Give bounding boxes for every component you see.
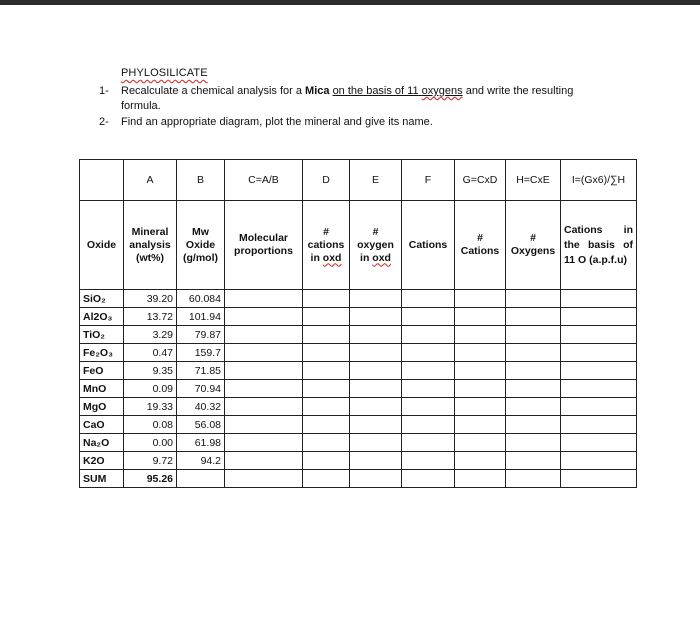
empty-answer-cell[interactable] bbox=[225, 290, 303, 308]
wt-percent-cell: 39.20 bbox=[124, 290, 177, 308]
molar-mass-cell: 94.2 bbox=[177, 452, 225, 470]
header-molecular-proportions: Molecular proportions bbox=[225, 201, 303, 290]
table-row bbox=[80, 380, 637, 398]
table-row bbox=[80, 362, 637, 380]
empty-answer-cell[interactable] bbox=[455, 398, 506, 416]
header-cations-in-oxd-text: # cations in bbox=[307, 225, 345, 264]
empty-answer-cell[interactable] bbox=[350, 326, 402, 344]
empty-answer-cell[interactable] bbox=[455, 416, 506, 434]
table-row bbox=[80, 344, 637, 362]
empty-answer-cell[interactable] bbox=[303, 434, 350, 452]
empty-answer-cell[interactable] bbox=[303, 362, 350, 380]
header-cations-basis: Cations in the basis of 11 O (a.p.f.u) bbox=[561, 201, 637, 290]
oxide-cell: SUM bbox=[80, 470, 124, 488]
empty-answer-cell[interactable] bbox=[225, 470, 303, 488]
empty-answer-cell[interactable] bbox=[350, 434, 402, 452]
empty-answer-cell[interactable] bbox=[402, 452, 455, 470]
question-2-text: Find an appropriate diagram, plot the mineral and give its name. bbox=[121, 116, 433, 128]
column-header-row bbox=[80, 201, 637, 290]
empty-answer-cell[interactable] bbox=[506, 326, 561, 344]
empty-answer-cell[interactable] bbox=[402, 344, 455, 362]
wt-percent-cell: 13.72 bbox=[124, 308, 177, 326]
empty-answer-cell[interactable] bbox=[225, 434, 303, 452]
empty-answer-cell[interactable] bbox=[455, 326, 506, 344]
molar-mass-cell: 60.084 bbox=[177, 290, 225, 308]
empty-answer-cell[interactable] bbox=[561, 326, 637, 344]
empty-answer-cell[interactable] bbox=[350, 308, 402, 326]
table-row bbox=[80, 416, 637, 434]
empty-answer-cell[interactable] bbox=[561, 470, 637, 488]
empty-answer-cell[interactable] bbox=[561, 344, 637, 362]
molar-mass-cell: 71.85 bbox=[177, 362, 225, 380]
empty-answer-cell[interactable] bbox=[506, 398, 561, 416]
table-row bbox=[80, 434, 637, 452]
empty-answer-cell[interactable] bbox=[225, 452, 303, 470]
empty-answer-cell[interactable] bbox=[506, 344, 561, 362]
wt-percent-cell: 19.33 bbox=[124, 398, 177, 416]
molar-mass-cell: 61.98 bbox=[177, 434, 225, 452]
empty-answer-cell[interactable] bbox=[506, 452, 561, 470]
empty-answer-cell[interactable] bbox=[350, 344, 402, 362]
empty-answer-cell[interactable] bbox=[225, 308, 303, 326]
empty-answer-cell[interactable] bbox=[402, 470, 455, 488]
empty-answer-cell[interactable] bbox=[561, 416, 637, 434]
empty-answer-cell[interactable] bbox=[402, 416, 455, 434]
table-row bbox=[80, 308, 637, 326]
oxide-cell: K2O bbox=[80, 452, 124, 470]
empty-answer-cell[interactable] bbox=[455, 308, 506, 326]
empty-answer-cell[interactable] bbox=[225, 326, 303, 344]
wt-percent-cell: 3.29 bbox=[124, 326, 177, 344]
question-1-text-start: Recalculate a chemical analysis for a bbox=[121, 85, 306, 97]
empty-answer-cell[interactable] bbox=[402, 398, 455, 416]
table-row bbox=[80, 326, 637, 344]
letter-cell: E bbox=[350, 160, 402, 201]
empty-answer-cell[interactable] bbox=[225, 344, 303, 362]
question-1-oxygens-word: oxygens bbox=[421, 85, 463, 97]
oxide-cell: Al2O₃ bbox=[80, 308, 124, 326]
column-letter-row bbox=[80, 160, 637, 201]
empty-answer-cell[interactable] bbox=[350, 398, 402, 416]
empty-answer-cell[interactable] bbox=[506, 290, 561, 308]
table-row bbox=[80, 470, 637, 488]
letter-cell: B bbox=[177, 160, 225, 201]
empty-answer-cell[interactable] bbox=[561, 380, 637, 398]
question-1-basis-text: on the basis of 11 bbox=[332, 85, 419, 97]
wt-percent-cell: 95.26 bbox=[124, 470, 177, 488]
wt-percent-cell: 0.08 bbox=[124, 416, 177, 434]
empty-answer-cell[interactable] bbox=[506, 362, 561, 380]
header-mineral-analysis: Mineral analysis (wt%) bbox=[124, 201, 177, 290]
header-mw-oxide: Mw Oxide (g/mol) bbox=[177, 201, 225, 290]
question-2-number: 2- bbox=[99, 116, 109, 128]
empty-answer-cell[interactable] bbox=[402, 308, 455, 326]
top-border bbox=[0, 0, 700, 5]
wt-percent-cell: 9.35 bbox=[124, 362, 177, 380]
empty-answer-cell[interactable] bbox=[350, 290, 402, 308]
letter-cell: F bbox=[402, 160, 455, 201]
letter-cell: D bbox=[303, 160, 350, 201]
empty-answer-cell[interactable] bbox=[561, 362, 637, 380]
molar-mass-cell: 79.87 bbox=[177, 326, 225, 344]
oxide-cell: Na₂O bbox=[80, 434, 124, 452]
question-1-mineral: Mica bbox=[305, 85, 330, 97]
empty-answer-cell[interactable] bbox=[225, 416, 303, 434]
header-cations: Cations bbox=[402, 201, 455, 290]
page-title: PHYLOSILICATE bbox=[121, 67, 208, 79]
empty-answer-cell[interactable] bbox=[402, 434, 455, 452]
header-num-cations: # Cations bbox=[455, 201, 506, 290]
empty-answer-cell[interactable] bbox=[303, 290, 350, 308]
empty-answer-cell[interactable] bbox=[506, 380, 561, 398]
question-1-text bbox=[121, 84, 616, 114]
empty-answer-cell[interactable] bbox=[561, 290, 637, 308]
empty-answer-cell[interactable] bbox=[506, 470, 561, 488]
empty-answer-cell[interactable] bbox=[402, 380, 455, 398]
empty-answer-cell[interactable] bbox=[303, 326, 350, 344]
empty-answer-cell[interactable] bbox=[303, 470, 350, 488]
letter-cell: A bbox=[124, 160, 177, 201]
wt-percent-cell: 0.47 bbox=[124, 344, 177, 362]
molar-mass-cell: 56.08 bbox=[177, 416, 225, 434]
molar-mass-cell: 70.94 bbox=[177, 380, 225, 398]
header-cations-in-oxd bbox=[303, 201, 350, 290]
header-oxygen-in-oxd-text: # oxygen in bbox=[357, 225, 394, 264]
table-body bbox=[80, 290, 637, 488]
empty-answer-cell[interactable] bbox=[561, 434, 637, 452]
empty-answer-cell[interactable] bbox=[225, 380, 303, 398]
empty-answer-cell[interactable] bbox=[455, 290, 506, 308]
empty-answer-cell[interactable] bbox=[350, 470, 402, 488]
empty-answer-cell[interactable] bbox=[506, 434, 561, 452]
empty-answer-cell[interactable] bbox=[303, 416, 350, 434]
question-1-basis bbox=[333, 85, 463, 97]
letter-cell bbox=[80, 160, 124, 201]
header-oxd-word: oxd bbox=[322, 251, 342, 264]
oxide-cell: MgO bbox=[80, 398, 124, 416]
letter-cell: I=(Gx6)/∑H bbox=[561, 160, 637, 201]
empty-answer-cell[interactable] bbox=[225, 398, 303, 416]
molar-mass-cell: 40.32 bbox=[177, 398, 225, 416]
empty-answer-cell[interactable] bbox=[350, 416, 402, 434]
header-num-oxygens: # Oxygens bbox=[506, 201, 561, 290]
table-row bbox=[80, 290, 637, 308]
wt-percent-cell: 0.00 bbox=[124, 434, 177, 452]
empty-answer-cell[interactable] bbox=[455, 470, 506, 488]
wt-percent-cell: 0.09 bbox=[124, 380, 177, 398]
empty-answer-cell[interactable] bbox=[402, 362, 455, 380]
letter-cell: C=A/B bbox=[225, 160, 303, 201]
empty-answer-cell[interactable] bbox=[455, 380, 506, 398]
empty-answer-cell[interactable] bbox=[455, 452, 506, 470]
oxide-cell: MnO bbox=[80, 380, 124, 398]
header-oxygen-in-oxd bbox=[350, 201, 402, 290]
letter-cell: G=CxD bbox=[455, 160, 506, 201]
question-1-text-end: and write the resulting formula. bbox=[121, 85, 574, 112]
empty-answer-cell[interactable] bbox=[561, 452, 637, 470]
molar-mass-cell: 159.7 bbox=[177, 344, 225, 362]
empty-answer-cell[interactable] bbox=[455, 362, 506, 380]
oxide-cell: CaO bbox=[80, 416, 124, 434]
empty-answer-cell[interactable] bbox=[402, 326, 455, 344]
empty-answer-cell[interactable] bbox=[506, 308, 561, 326]
empty-answer-cell[interactable] bbox=[303, 308, 350, 326]
empty-answer-cell[interactable] bbox=[455, 434, 506, 452]
oxide-cell: FeO bbox=[80, 362, 124, 380]
wt-percent-cell: 9.72 bbox=[124, 452, 177, 470]
empty-answer-cell[interactable] bbox=[350, 362, 402, 380]
oxide-cell: SiO₂ bbox=[80, 290, 124, 308]
empty-answer-cell[interactable] bbox=[303, 380, 350, 398]
oxide-cell: Fe₂O₃ bbox=[80, 344, 124, 362]
empty-answer-cell[interactable] bbox=[402, 290, 455, 308]
empty-answer-cell[interactable] bbox=[350, 452, 402, 470]
question-1-number: 1- bbox=[99, 85, 109, 97]
empty-answer-cell[interactable] bbox=[225, 362, 303, 380]
molar-mass-cell: 101.94 bbox=[177, 308, 225, 326]
molar-mass-cell bbox=[177, 470, 225, 488]
empty-answer-cell[interactable] bbox=[303, 344, 350, 362]
empty-answer-cell[interactable] bbox=[561, 398, 637, 416]
empty-answer-cell[interactable] bbox=[455, 344, 506, 362]
table-row bbox=[80, 452, 637, 470]
empty-answer-cell[interactable] bbox=[561, 308, 637, 326]
empty-answer-cell[interactable] bbox=[303, 398, 350, 416]
empty-answer-cell[interactable] bbox=[506, 416, 561, 434]
empty-answer-cell[interactable] bbox=[350, 380, 402, 398]
oxide-cell: TiO₂ bbox=[80, 326, 124, 344]
table-row bbox=[80, 398, 637, 416]
mica-calculation-table bbox=[79, 159, 637, 488]
empty-answer-cell[interactable] bbox=[303, 452, 350, 470]
header-oxide: Oxide bbox=[80, 201, 124, 290]
header-oxd-word: oxd bbox=[372, 251, 391, 264]
letter-cell: H=CxE bbox=[506, 160, 561, 201]
